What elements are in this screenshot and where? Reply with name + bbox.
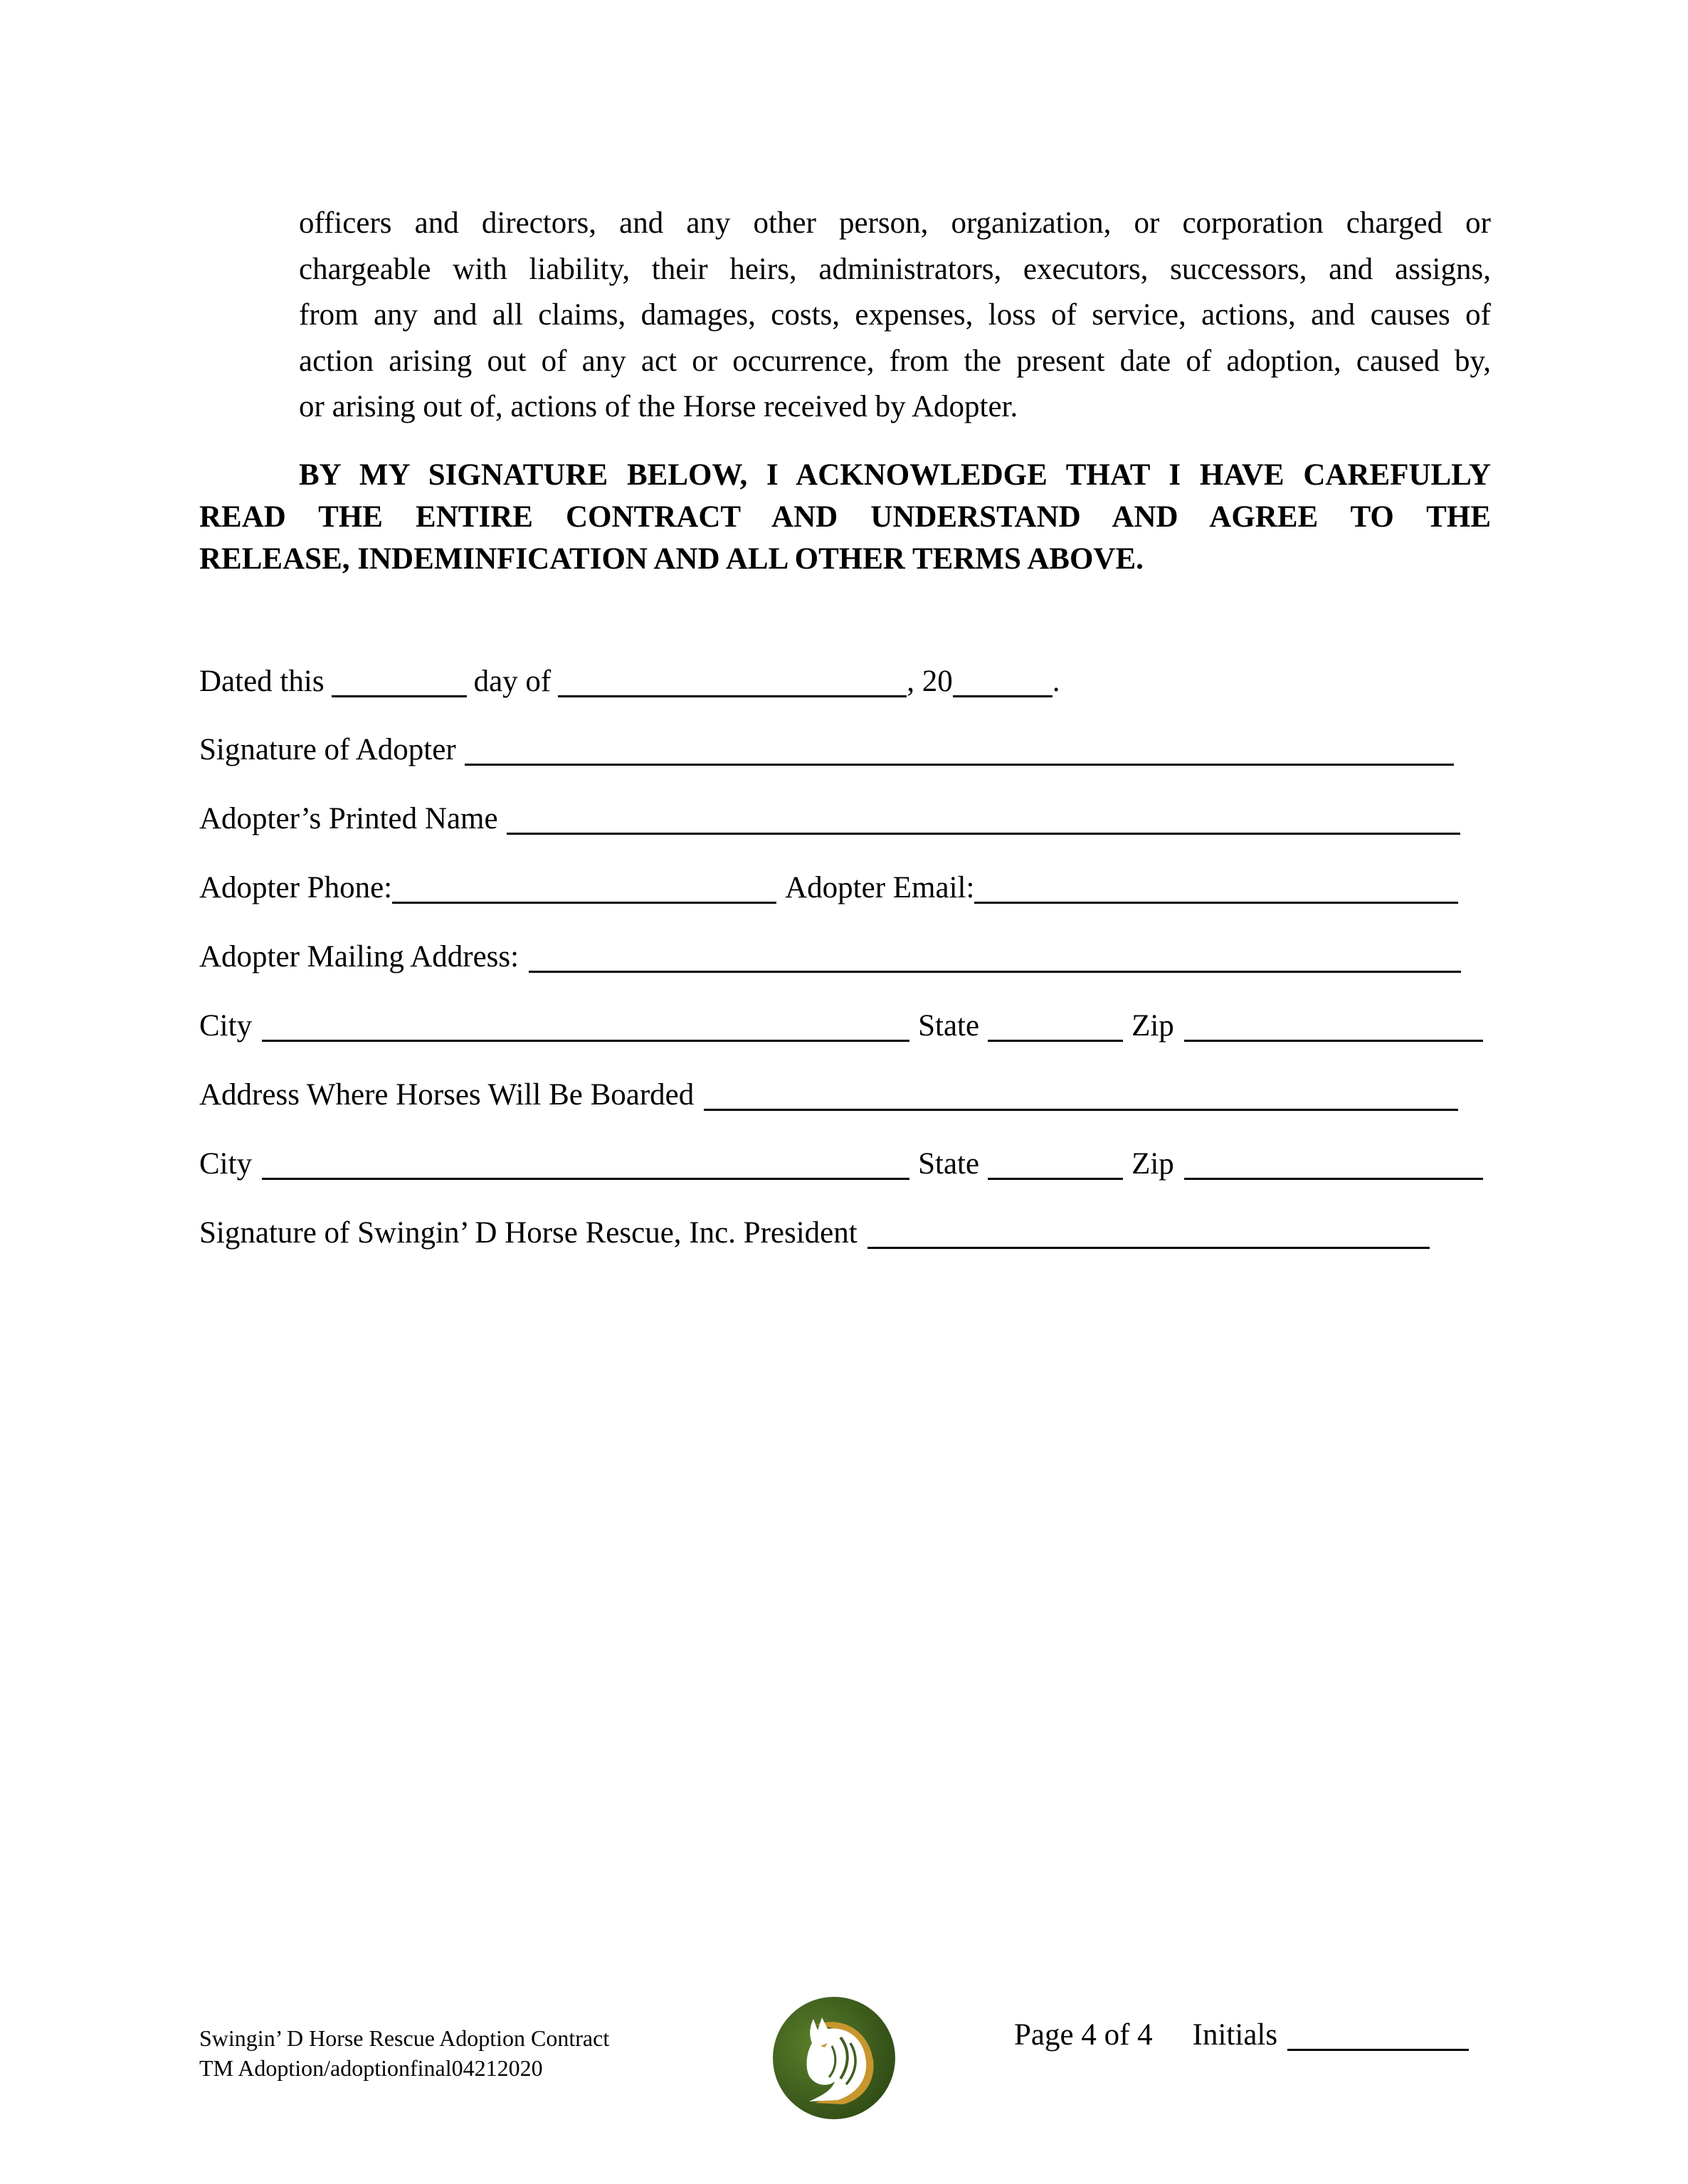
email-field[interactable] xyxy=(974,873,1458,904)
president-signature-row xyxy=(199,1213,1430,1253)
footer-doc-id: TM Adoption/adoptionfinal04212020 xyxy=(199,2055,543,2081)
initials-field[interactable] xyxy=(1287,2020,1469,2051)
footer-title: Swingin’ D Horse Rescue Adoption Contract xyxy=(199,2025,610,2051)
day-of-label: day of xyxy=(473,665,552,698)
dated-label: Dated this xyxy=(199,665,325,698)
city-field[interactable] xyxy=(262,1011,909,1042)
mailing-address-label: Adopter Mailing Address: xyxy=(199,940,519,974)
president-signature-field[interactable] xyxy=(867,1218,1430,1249)
email-label: Adopter Email: xyxy=(785,871,975,904)
city-field[interactable] xyxy=(262,1149,909,1180)
printed-name-row xyxy=(199,799,1460,839)
paragraph-line: action arising out of any act or occurrence, from the present date of adoption, caused by, xyxy=(299,344,1491,378)
adopter-signature-row xyxy=(199,730,1454,770)
year-field[interactable] xyxy=(953,667,1053,697)
city-label: City xyxy=(199,1009,253,1043)
zip-field[interactable] xyxy=(1184,1011,1483,1042)
boarding-address-field[interactable] xyxy=(704,1080,1458,1111)
paragraph-line: from any and all claims, damages, costs, expenses, loss of service, actions, and causes of xyxy=(299,298,1491,332)
state-field[interactable] xyxy=(988,1011,1123,1042)
phone-label: Adopter Phone: xyxy=(199,871,393,904)
phone-email-row xyxy=(199,868,1458,908)
phone-field[interactable] xyxy=(392,873,776,904)
zip-label: Zip xyxy=(1132,1147,1174,1181)
acknowledgement-line: READ THE ENTIRE CONTRACT AND UNDERSTAND AND AGREE TO THE xyxy=(199,500,1491,534)
city-state-zip-row-1 xyxy=(199,1006,1483,1046)
zip-label: Zip xyxy=(1132,1009,1174,1043)
horse-head-logo-icon xyxy=(772,1996,896,2120)
initials-label: Initials xyxy=(1192,2018,1278,2052)
boarding-address-label: Address Where Horses Will Be Boarded xyxy=(199,1078,695,1112)
paragraph-line: officers and directors, and any other person, organization, or corporation charged or xyxy=(299,206,1491,240)
mailing-address-field[interactable] xyxy=(529,942,1461,973)
release-paragraph xyxy=(299,201,1491,431)
adopter-signature-label: Signature of Adopter xyxy=(199,733,456,766)
paragraph-line: chargeable with liability, their heirs, administrators, executors, successors, and assigns, xyxy=(299,252,1491,286)
boarding-address-row xyxy=(199,1075,1458,1115)
state-field[interactable] xyxy=(988,1149,1123,1180)
printed-name-field[interactable] xyxy=(507,804,1460,835)
acknowledgement-line: BY MY SIGNATURE BELOW, I ACKNOWLEDGE THAT I HAVE CAREFULLY xyxy=(299,458,1491,492)
printed-name-label: Adopter’s Printed Name xyxy=(199,802,498,835)
state-label: State xyxy=(918,1147,980,1181)
footer-document-info xyxy=(199,2023,609,2083)
mailing-address-row xyxy=(199,937,1461,977)
day-field[interactable] xyxy=(332,667,467,697)
adopter-signature-field[interactable] xyxy=(465,735,1454,766)
page-number: Page 4 of 4 xyxy=(1014,2018,1153,2052)
month-field[interactable] xyxy=(558,667,907,697)
city-label: City xyxy=(199,1147,253,1181)
dated-row xyxy=(199,662,1060,702)
president-signature-label: Signature of Swingin’ D Horse Rescue, Inc. President xyxy=(199,1216,858,1250)
year-prefix-label: , 20 xyxy=(907,665,953,698)
city-state-zip-row-2 xyxy=(199,1144,1483,1184)
footer-page-info xyxy=(1014,2015,1469,2055)
acknowledgement-line: RELEASE, INDEMINFICATION AND ALL OTHER TERMS ABOVE. xyxy=(199,542,1144,576)
zip-field[interactable] xyxy=(1184,1149,1483,1180)
paragraph-line: or arising out of, actions of the Horse received by Adopter. xyxy=(299,390,1018,423)
acknowledgement-statement xyxy=(199,454,1491,580)
dated-period: . xyxy=(1052,665,1060,698)
state-label: State xyxy=(918,1009,980,1043)
